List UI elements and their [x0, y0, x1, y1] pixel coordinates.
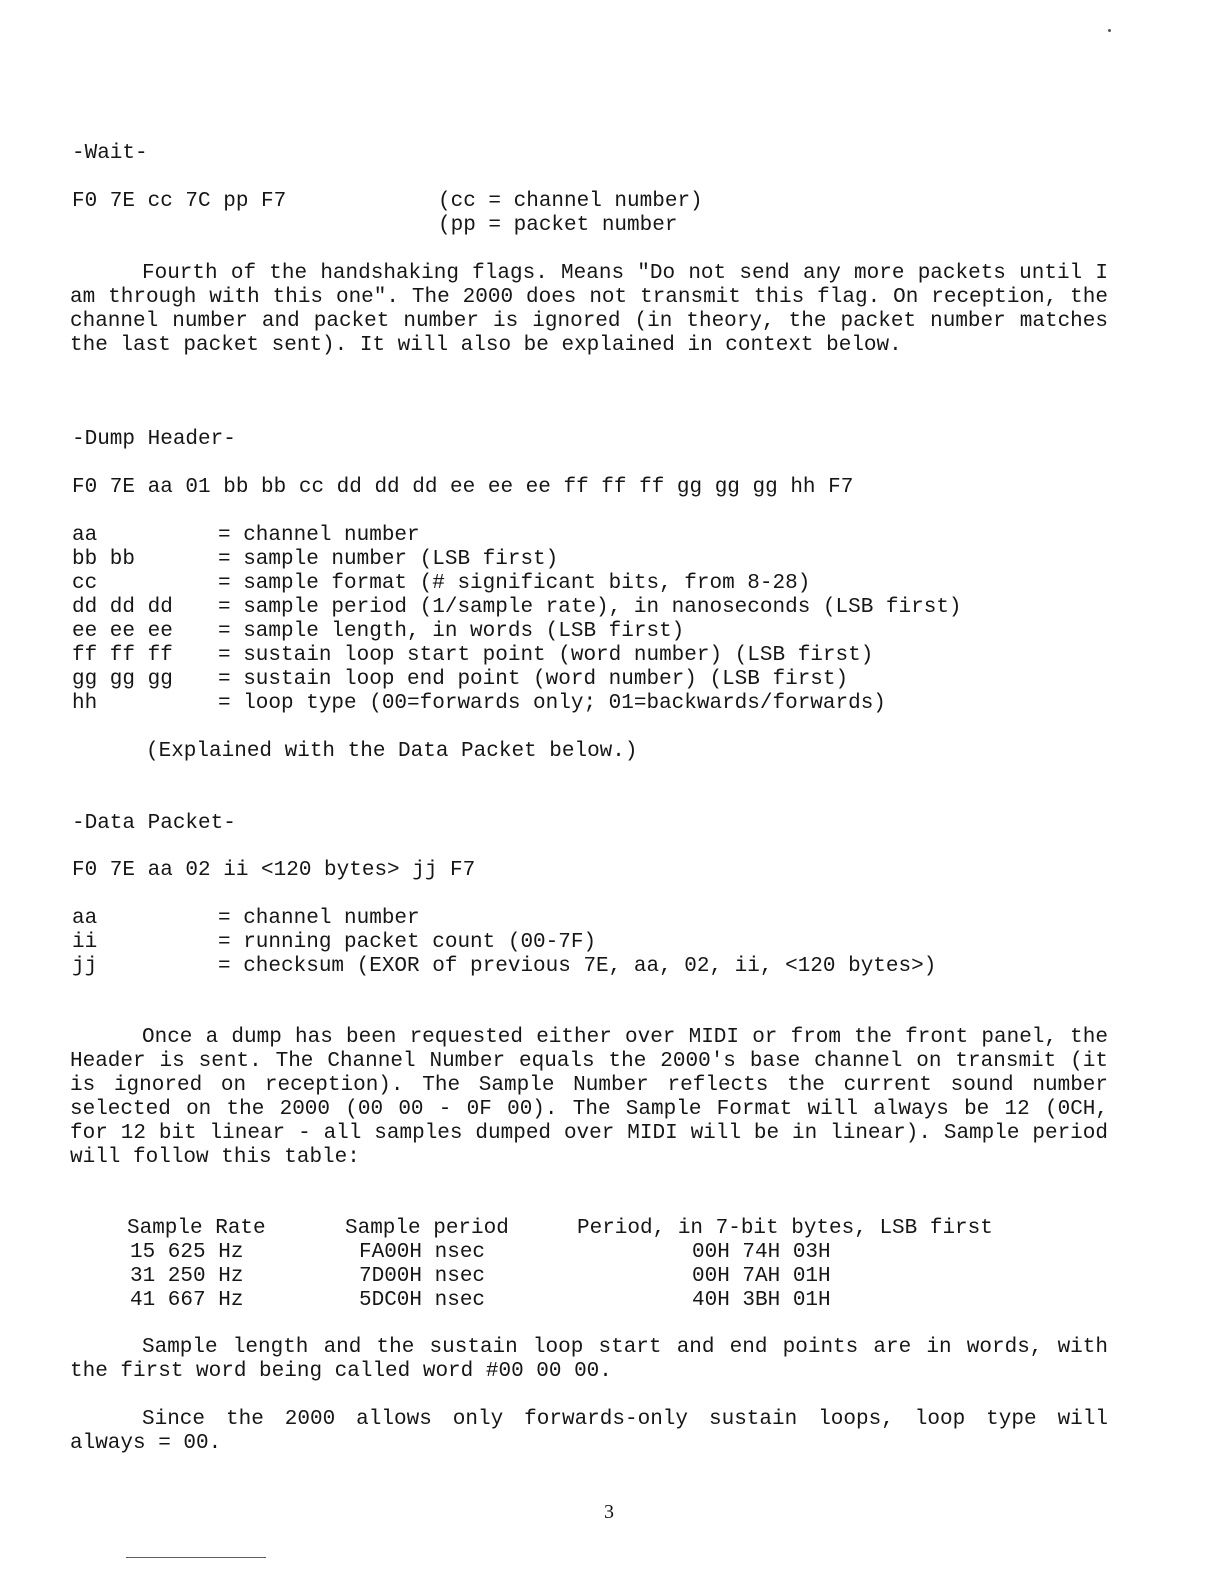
field-desc: = channel number	[218, 524, 420, 547]
footer-rule	[126, 1557, 266, 1558]
table-cell: 31 250 Hz	[130, 1265, 244, 1288]
field-desc: = channel number	[218, 907, 420, 930]
data-packet-code: F0 7E aa 02 ii <120 bytes> jj F7	[72, 859, 476, 882]
table-header: Sample Rate	[127, 1217, 266, 1240]
field-desc: = sample period (1/sample rate), in nanoseconds (LSB first)	[218, 596, 962, 619]
field-key: jj	[72, 955, 98, 978]
table-cell: 00H 74H 03H	[692, 1241, 831, 1264]
wait-note-channel: (cc = channel number)	[438, 190, 703, 213]
table-cell: 41 667 Hz	[130, 1289, 244, 1312]
field-key: ff ff ff	[72, 644, 173, 667]
table-cell: 15 625 Hz	[130, 1241, 244, 1264]
field-desc: = sustain loop start point (word number) (LSB first)	[218, 644, 874, 667]
field-desc: = checksum (EXOR of previous 7E, aa, 02, ii, <120 bytes>)	[218, 955, 937, 978]
loop-paragraph: Since the 2000 allows only forwards-only sustain loops, loop type will always = 00.	[70, 1408, 1108, 1455]
field-key: dd dd dd	[72, 596, 173, 619]
dump-header-code: F0 7E aa 01 bb bb cc dd dd dd ee ee ee ff ff ff gg gg gg hh F7	[72, 476, 854, 499]
field-desc: = sample number (LSB first)	[218, 548, 559, 571]
dump-header-note: (Explained with the Data Packet below.)	[146, 740, 638, 763]
wait-heading: -Wait-	[72, 142, 148, 165]
table-cell: 00H 7AH 01H	[692, 1265, 831, 1288]
field-key: ii	[72, 931, 98, 954]
wait-paragraph: Fourth of the handshaking flags. Means "Do not send any more packets until I am through with this one". The 2000 does not transmit this flag. On reception, the channel number and packet number is ignored (in theory, the packet number matches the last packet sent). It will also be explained in context below.	[70, 262, 1108, 357]
length-paragraph: Sample length and the sustain loop start and end points are in words, with the first word being called word #00 00 00.	[70, 1336, 1108, 1383]
table-header: Period, in 7-bit bytes, LSB first	[577, 1217, 993, 1240]
field-desc: = sample length, in words (LSB first)	[218, 620, 685, 643]
field-desc: = running packet count (00-7F)	[218, 931, 597, 954]
page-number: 3	[604, 1501, 614, 1523]
table-cell: 40H 3BH 01H	[692, 1289, 831, 1312]
wait-code: F0 7E cc 7C pp F7	[72, 190, 287, 213]
dump-header-heading: -Dump Header-	[72, 428, 236, 451]
field-key: hh	[72, 692, 98, 715]
field-desc: = loop type (00=forwards only; 01=backwards/forwards)	[218, 692, 886, 715]
table-cell: 5DC0H nsec	[359, 1289, 486, 1312]
field-desc: = sustain loop end point (word number) (LSB first)	[218, 668, 849, 691]
field-key: cc	[72, 572, 98, 595]
scan-speck	[1108, 29, 1111, 32]
field-key: bb bb	[72, 548, 136, 571]
table-cell: FA00H nsec	[359, 1241, 486, 1264]
dump-paragraph: Once a dump has been requested either over MIDI or from the front panel, the Header is sent. The Channel Number equals the 2000's base channel on transmit (it is ignored on reception). The Sample Number reflects the current sound number selected on the 2000 (00 00 - 0F 00). The Sample Format will always be 12 (0CH, for 12 bit linear - all samples dumped over MIDI will be in linear). Sample period will follow this table:	[70, 1026, 1108, 1169]
field-key: aa	[72, 524, 98, 547]
table-header: Sample period	[345, 1217, 509, 1240]
data-packet-heading: -Data Packet-	[72, 812, 236, 835]
field-desc: = sample format (# significant bits, from 8-28)	[218, 572, 811, 595]
wait-note-packet: (pp = packet number	[438, 214, 678, 237]
field-key: gg gg gg	[72, 668, 173, 691]
field-key: ee ee ee	[72, 620, 173, 643]
table-cell: 7D00H nsec	[359, 1265, 486, 1288]
field-key: aa	[72, 907, 98, 930]
